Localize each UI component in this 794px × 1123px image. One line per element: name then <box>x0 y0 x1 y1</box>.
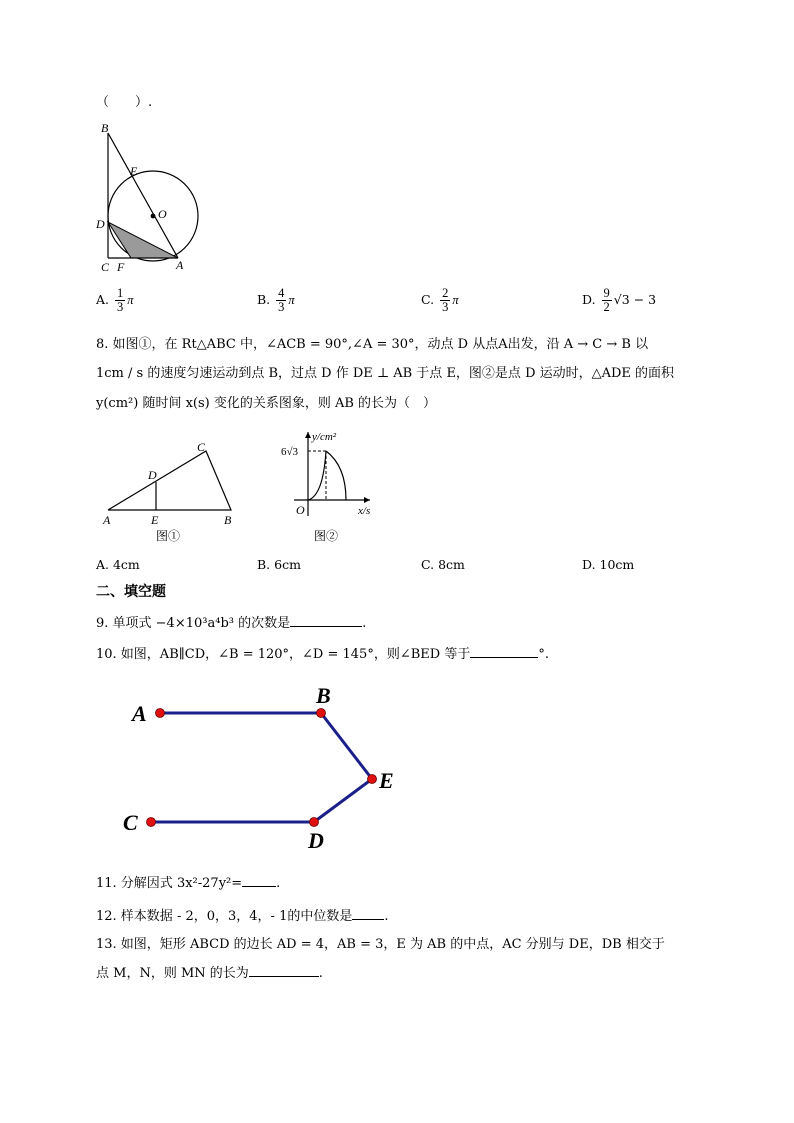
q7-option-b[interactable]: B. $\frac{4}{3}$ π <box>257 286 295 314</box>
q10-label-E: E <box>379 768 394 793</box>
q10-label-D: D <box>308 828 324 853</box>
q10-answer-blank[interactable] <box>470 645 538 658</box>
q11-text: 11. 分解因式 3x²-27y²= <box>96 876 243 891</box>
q9-answer-blank[interactable] <box>290 614 362 627</box>
q8-option-c[interactable]: C. 8cm <box>421 557 465 572</box>
q8-figure-1 <box>98 436 246 548</box>
q7-label-E: E <box>130 164 138 178</box>
q8-fig2-yvalue: 6√3 <box>281 446 299 458</box>
q8-fig1-label-D: D <box>148 468 157 482</box>
q13-line-2-wrap: 点 M，N，则 MN 的长为 . <box>96 966 323 981</box>
q10-text: 10. 如图，AB∥CD，∠B = 120°，∠D = 145°，则∠BED 等于 <box>96 647 471 662</box>
q8-fig1-label-C: C <box>197 440 206 454</box>
section-title: 二、填空题 <box>96 584 166 600</box>
q10-question: 10. 如图，AB∥CD，∠B = 120°，∠D = 145°，则∠BED 等于 °. <box>96 647 549 662</box>
q10-figure <box>120 680 410 858</box>
q7-option-c[interactable]: C. $\frac{2}{3}$ π <box>421 286 459 314</box>
q13-line-1: 13. 如图，矩形 ABCD 的边长 AD = 4，AB = 3，E 为 AB 的中点，AC 分别与 DE，DB 相交于 <box>96 937 665 952</box>
q7-label-C: C <box>101 260 110 274</box>
q12-text: 12. 样本数据 - 2，0，3，4，- 1的中位数是 <box>96 909 353 924</box>
q10-label-A: A <box>132 701 147 726</box>
q10-label-B: B <box>316 683 331 708</box>
q12-question: 12. 样本数据 - 2，0，3，4，- 1的中位数是 . <box>96 909 389 924</box>
q8-fig2-ylabel: y/cm² <box>312 431 337 443</box>
q7-label-B: B <box>101 121 109 135</box>
q7-stem-tail: （ ）. <box>96 95 153 110</box>
q13-answer-blank[interactable] <box>249 964 319 977</box>
q11-answer-blank[interactable] <box>242 874 276 887</box>
q8-option-a[interactable]: A. 4cm <box>96 557 140 572</box>
q7-figure <box>92 118 212 278</box>
q7-option-a[interactable]: A. $\frac{1}{3}$ π <box>96 286 134 314</box>
q7-label-O: O <box>158 207 167 221</box>
q8-line-2: 1cm / s 的速度匀速运动到点 B，过点 D 作 DE ⊥ AB 于点 E，图②是点 D 运动时，△ADE 的面积 <box>96 366 675 381</box>
q13-line-2: 点 M，N，则 MN 的长为 <box>96 966 249 981</box>
q11-question: 11. 分解因式 3x²-27y²= . <box>96 876 281 891</box>
q12-answer-blank[interactable] <box>352 907 384 920</box>
q7-option-d[interactable]: D. $\frac{9}{2}$ √3 − 3 <box>582 286 657 314</box>
q8-fig1-label-B: B <box>224 513 232 527</box>
q8-fig2-xlabel: x/s <box>358 505 371 517</box>
q9-text: 9. 单项式 −4×10³a⁴b³ 的次数是 <box>96 616 291 631</box>
q8-fig1-caption: 图① <box>156 529 181 543</box>
q7-label-A: A <box>176 258 184 272</box>
q10-label-C: C <box>123 810 138 835</box>
q8-option-b[interactable]: B. 6cm <box>257 557 301 572</box>
q8-figure-2 <box>278 426 388 548</box>
q7-label-D: D <box>96 217 105 231</box>
q7-label-F: F <box>117 260 125 274</box>
q9-question: 9. 单项式 −4×10³a⁴b³ 的次数是 . <box>96 616 367 631</box>
q8-option-d[interactable]: D. 10cm <box>582 557 635 572</box>
q8-line-1: 8. 如图①，在 Rt△ABC 中，∠ACB = 90°,∠A = 30°，动点 D 从点A出发，沿 A → C → B 以 <box>96 337 649 352</box>
q8-fig2-origin: O <box>296 503 305 517</box>
q8-fig1-label-E: E <box>151 513 159 527</box>
q8-line-3: y(cm²) 随时间 x(s) 变化的关系图象，则 AB 的长为（ ） <box>96 396 437 411</box>
q8-fig1-label-A: A <box>103 513 111 527</box>
q8-fig2-caption: 图② <box>314 529 339 543</box>
